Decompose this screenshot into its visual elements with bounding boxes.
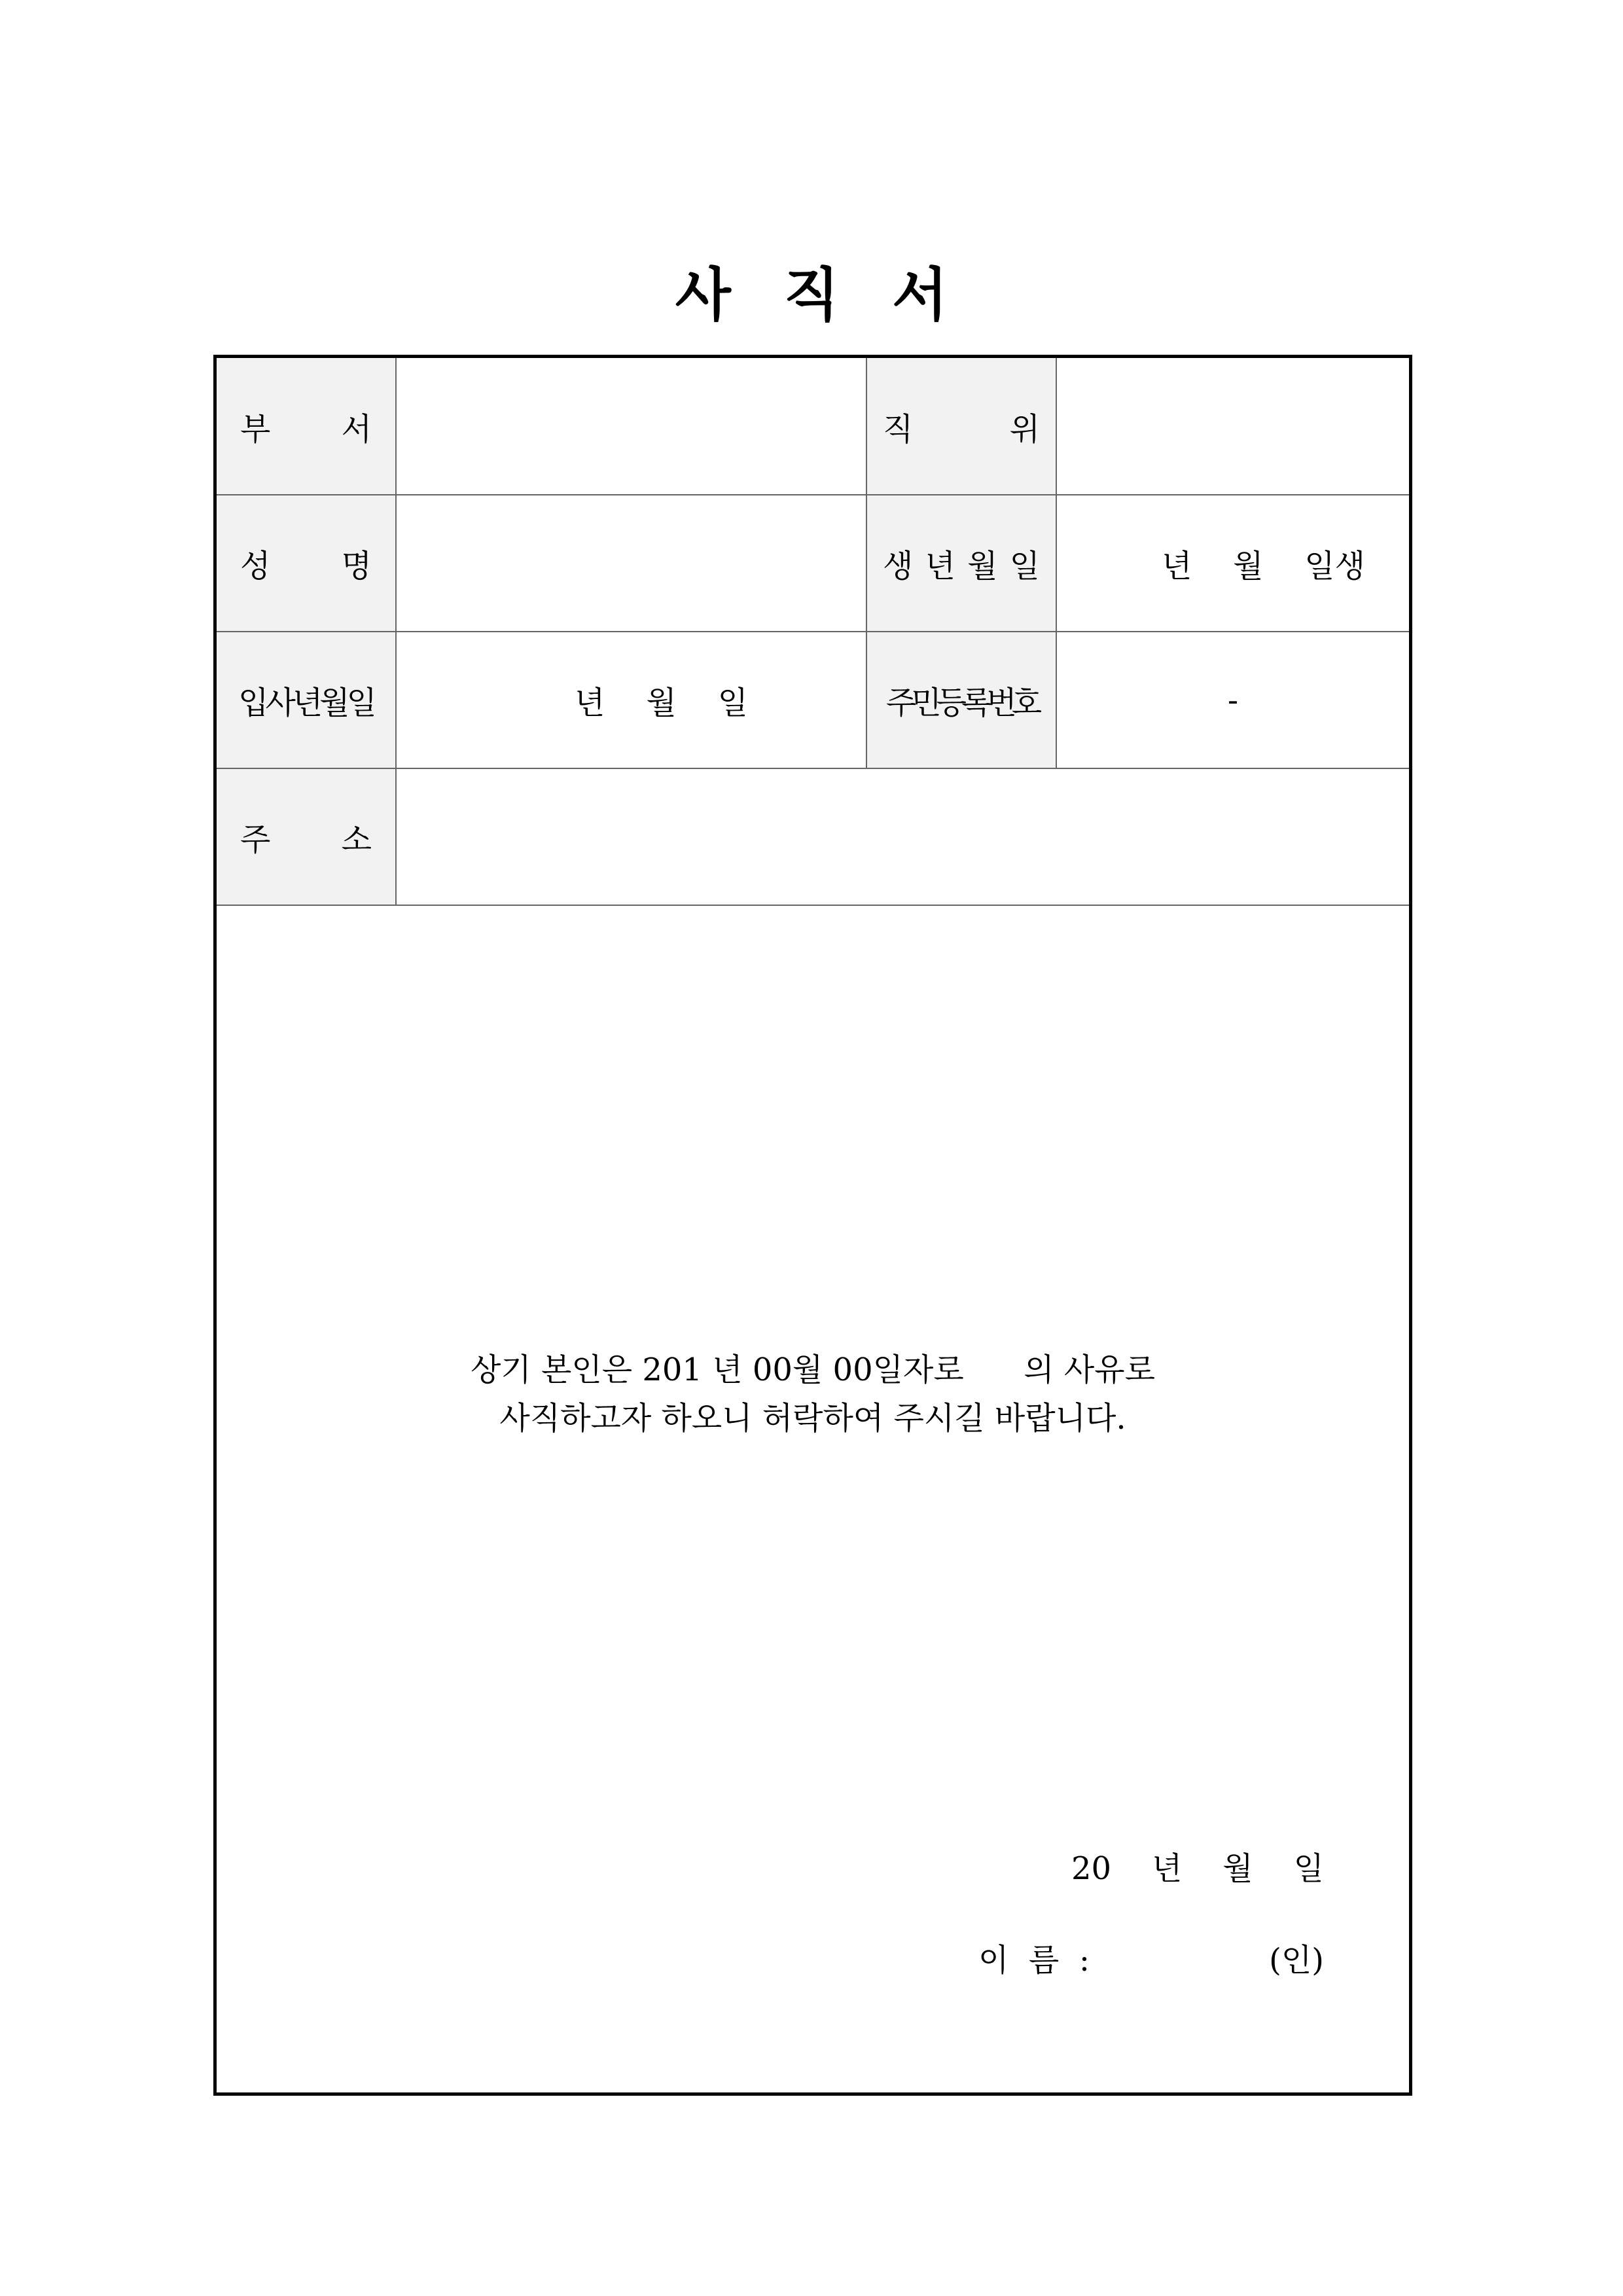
resident-number-value: - [1227, 681, 1239, 719]
statement-line-1: 상기 본인은 201 년 00월 00일자로 의 사유로 [470, 1352, 1156, 1388]
birthdate-label: 생 년 월 일 [883, 548, 1040, 584]
signature-name-label: 이 름 : [978, 1942, 1090, 1979]
statement-line-2: 사직하고자 하오니 허락하여 주시길 바랍니다. [499, 1400, 1126, 1437]
department-value-cell [396, 358, 866, 495]
date-month-unit: 월 [1222, 1850, 1253, 1887]
table-row [217, 768, 1409, 905]
name-label: 성 명 [240, 548, 372, 584]
date-year-prefix: 20 [1071, 1850, 1112, 1887]
address-label-cell [217, 768, 396, 905]
birthdate-value-cell [1056, 495, 1409, 632]
department-label-cell [217, 358, 396, 495]
signature-seal-mark: (인) [1269, 1942, 1324, 1979]
name-label-cell [217, 495, 396, 632]
table-row [217, 358, 1409, 495]
date-line [1071, 1846, 1324, 1892]
hire-date-label-cell [217, 632, 396, 768]
position-value-cell [1056, 358, 1409, 495]
name-value-cell [396, 495, 866, 632]
hire-date-value: 년 월 일 [575, 685, 748, 721]
info-table [217, 358, 1409, 906]
signature-line [978, 1937, 1324, 1983]
resident-number-value-cell [1056, 632, 1409, 768]
document-title: 사 직 서 [675, 260, 948, 329]
position-label: 직 위 [883, 410, 1040, 448]
resident-number-label: 주민등록번호 [885, 685, 1037, 721]
hire-date-value-cell [396, 632, 866, 768]
table-row [217, 495, 1409, 632]
position-label-cell [866, 358, 1056, 495]
address-label: 주 소 [240, 821, 372, 858]
hire-date-label: 입사년월일 [238, 685, 374, 721]
form-frame [213, 355, 1412, 2096]
birthdate-label-cell [866, 495, 1056, 632]
table-row [217, 632, 1409, 768]
department-label: 부 서 [240, 410, 372, 448]
date-day-unit: 일 [1293, 1850, 1324, 1887]
date-year-unit: 년 [1152, 1850, 1183, 1887]
resident-number-label-cell [866, 632, 1056, 768]
address-value-cell [396, 768, 1409, 905]
birthdate-value: 년 월 일생 [1162, 548, 1365, 584]
